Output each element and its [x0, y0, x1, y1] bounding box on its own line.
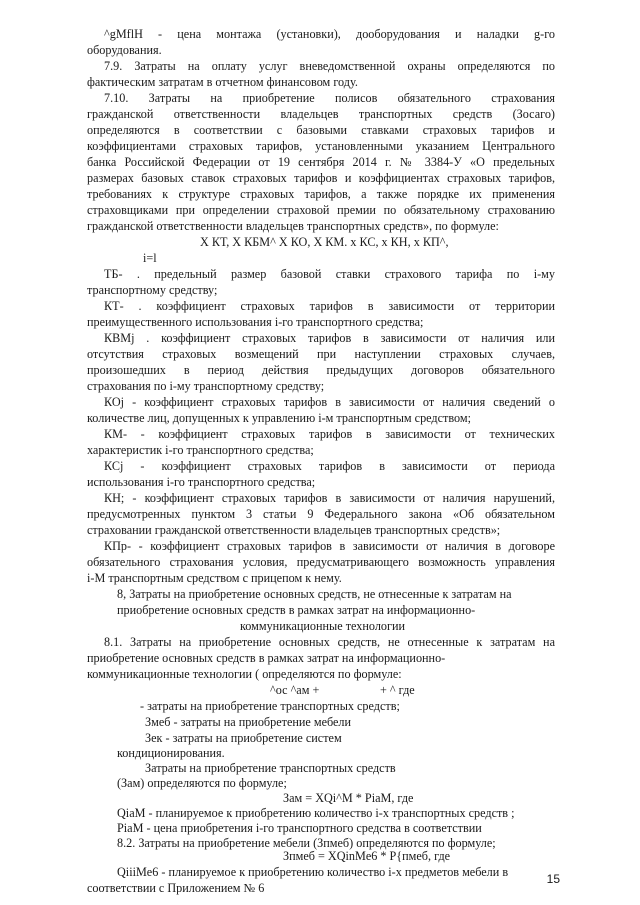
formula-am: Зам = XQi^M * PiaM, где: [283, 791, 414, 805]
text-line: размерах базовых ставок страховых тарифов и коэффициентах страховых тарифов,: [87, 171, 555, 185]
section-heading-line: приобретение основных средств в рамках затрат на информационно-: [117, 603, 476, 617]
text-line: Зек - затраты на приобретение систем: [145, 731, 342, 745]
text-line: Затраты на приобретение транспортных средств: [145, 761, 396, 775]
text-line: - затраты на приобретение транспортных средств;: [140, 699, 400, 713]
text-line: КВМj . коэффициент страховых тарифов в зависимости от наличия или: [104, 331, 555, 345]
text-line: КН; - коэффициент страховых тарифов в зависимости от наличия нарушений,: [104, 491, 555, 505]
text-line: коэффициентами страховых тарифов, установленными указанием Центрального: [87, 139, 555, 153]
text-line: гражданской ответственности владельцев транспортных средств», по формуле:: [87, 219, 499, 233]
text-line: отсутствия страховых возмещений при наступлении страховых случаев,: [87, 347, 555, 361]
text-line: i-M транспортным средством с прицепом к нему.: [87, 571, 342, 585]
section-heading-line: коммуникационные технологии: [240, 619, 406, 633]
text-line: Змеб - затраты на приобретение мебели: [145, 715, 352, 729]
text-line: КОj - коэффициент страховых тарифов в зависимости от наличия сведений о: [104, 395, 555, 409]
section-heading-line: 8, Затраты на приобретение основных средств, не отнесенные к затратам на: [117, 587, 512, 601]
text-line: QiaM - планируемое к приобретению количество i-x транспортных средств ;: [117, 806, 515, 820]
text-line: транспортному средству;: [87, 283, 218, 297]
text-line: приобретение основных средств в рамках затрат на информационно-: [87, 651, 446, 665]
text-line: PiaM - цена приобретения i-го транспортного средства в соответствии: [117, 821, 482, 835]
formula-fragment: ^ос ^ам +: [270, 683, 320, 697]
text-line: соответствии с Приложением № 6: [87, 881, 265, 895]
text-line: коммуникационные технологии ( определяются по формуле:: [87, 667, 402, 681]
formula-sum-index: i=l: [143, 251, 157, 265]
text-line: 8.2. Затраты на приобретение мебели (Зпмеб) определяются по формуле;: [117, 836, 496, 850]
text-line: банка Российской Федерации от 19 сентября 2014 г. № 3384-У «О предельных: [87, 155, 555, 169]
text-line: страхования по i-му транспортному средству;: [87, 379, 325, 393]
text-line: ТБ- . предельный размер базовой ставки страхового тарифа по i-му: [104, 267, 555, 281]
text-line: количестве лиц, допущенных к управлению i-м транспортным средством;: [87, 411, 472, 425]
text-line: произошедших в период действия предыдущих договоров обязательного: [87, 363, 555, 377]
text-line: КПр- - коэффициент страховых тарифов в зависимости от наличия в договоре: [104, 539, 555, 553]
text-line: оборудования.: [87, 43, 162, 57]
text-line: характеристик i-го транспортного средства;: [87, 443, 314, 457]
text-line: использования i-го транспортного средства;: [87, 475, 316, 489]
text-line: КСj - коэффициент страховых тарифов в зависимости от периода: [104, 459, 555, 473]
page-number: 15: [546, 872, 560, 886]
text-line: гражданской ответственности владельцев транспортных средств (Зосаго): [87, 107, 555, 121]
text-line: кондиционирования.: [117, 746, 225, 760]
formula-osago: X КТ, X КБМ^ X КО, X КМ. х КС, х КН, х КП^,: [200, 235, 449, 249]
text-line: требованиях к структуре страховых тарифов, а также порядке их применения: [87, 187, 555, 201]
text-line: КТ- . коэффициент страховых тарифов в зависимости от территории: [104, 299, 555, 313]
text-line: 8.1. Затраты на приобретение основных средств, не отнесенные к затратам на: [104, 635, 555, 649]
text-line: страховании гражданской ответственности владельцев транспортных средств»;: [87, 523, 501, 537]
text-line: обязательного страхования условия, предусматривающего возможность управления: [87, 555, 555, 569]
formula-fragment: + ^ где: [380, 683, 415, 697]
formula-meb: Зпмеб = XQinMe6 * P{пмеб, где: [283, 849, 451, 863]
text-line: 7.9. Затраты на оплату услуг вневедомственной охраны определяются по: [104, 59, 555, 73]
text-line: QiiiMe6 - планируемое к приобретению количество i-x предметов мебели в: [117, 865, 509, 879]
text-line: фактическим затратам в отчетном финансовом году.: [87, 75, 358, 89]
text-line: 7.10. Затраты на приобретение полисов обязательного страхования: [104, 91, 555, 105]
text-line: ^gMflH - цена монтажа (установки), дооборудования и наладки g-го: [104, 27, 555, 41]
text-line: определяются в соответствии с базовыми ставками страховых тарифов и: [87, 123, 555, 137]
text-line: страховщиками при определении страховой премии по обязательному страхованию: [87, 203, 555, 217]
text-line: преимущественного использования i-го транспортного средства;: [87, 315, 424, 329]
text-line: КМ- - коэффициент страховых тарифов в зависимости от технических: [104, 427, 555, 441]
text-line: предусмотренных пунктом 3 статьи 9 Федерального закона «Об обязательном: [87, 507, 555, 521]
text-line: (Зам) определяются по формуле;: [117, 776, 287, 790]
